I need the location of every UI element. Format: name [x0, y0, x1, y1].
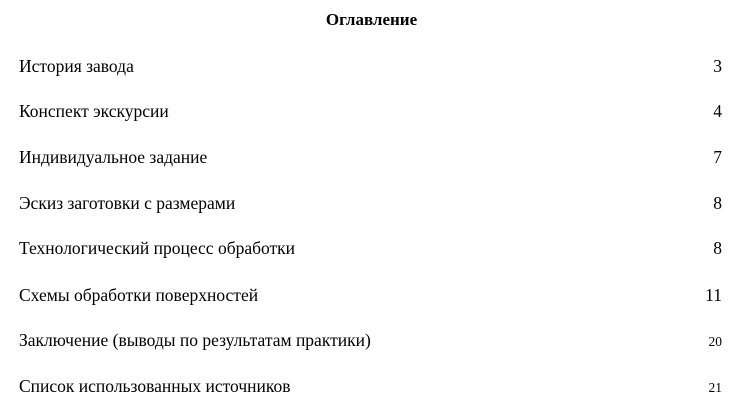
- toc-entry: [19, 284, 722, 306]
- toc-entry-page: 20: [708, 334, 722, 349]
- toc-entry-page: 21: [708, 380, 722, 395]
- toc-entry: [19, 55, 722, 77]
- toc-entry-page: 11: [705, 285, 722, 305]
- toc-entry: [19, 146, 722, 168]
- toc-entry-text: Заключение (выводы по результатам практики): [19, 330, 371, 350]
- toc-entry: [19, 329, 722, 351]
- toc-title: Оглавление: [325, 10, 418, 29]
- toc-entry-text: История завода: [19, 56, 134, 76]
- toc-entry-text: Конспект экскурсии: [19, 101, 169, 121]
- toc-entry-page: 4: [713, 101, 722, 121]
- toc-entry-text: Эскиз заготовки с размерами: [19, 193, 236, 213]
- toc-entry-page: 3: [713, 56, 722, 76]
- toc-entry-text: Схемы обработки поверхностей: [19, 285, 259, 305]
- toc-entry-text: Индивидуальное задание: [19, 147, 208, 167]
- toc-entry-page: 8: [713, 238, 722, 258]
- toc-entry: [19, 192, 722, 214]
- toc-entry: [19, 237, 722, 259]
- toc-entry: [19, 100, 722, 122]
- toc-entry-text: Технологический процесс обработки: [19, 238, 296, 258]
- toc-entry-page: 8: [713, 193, 722, 213]
- toc-entry-text: Список использованных источников: [19, 376, 291, 396]
- toc-entry-page: 7: [713, 147, 722, 167]
- toc-entry: [19, 375, 722, 397]
